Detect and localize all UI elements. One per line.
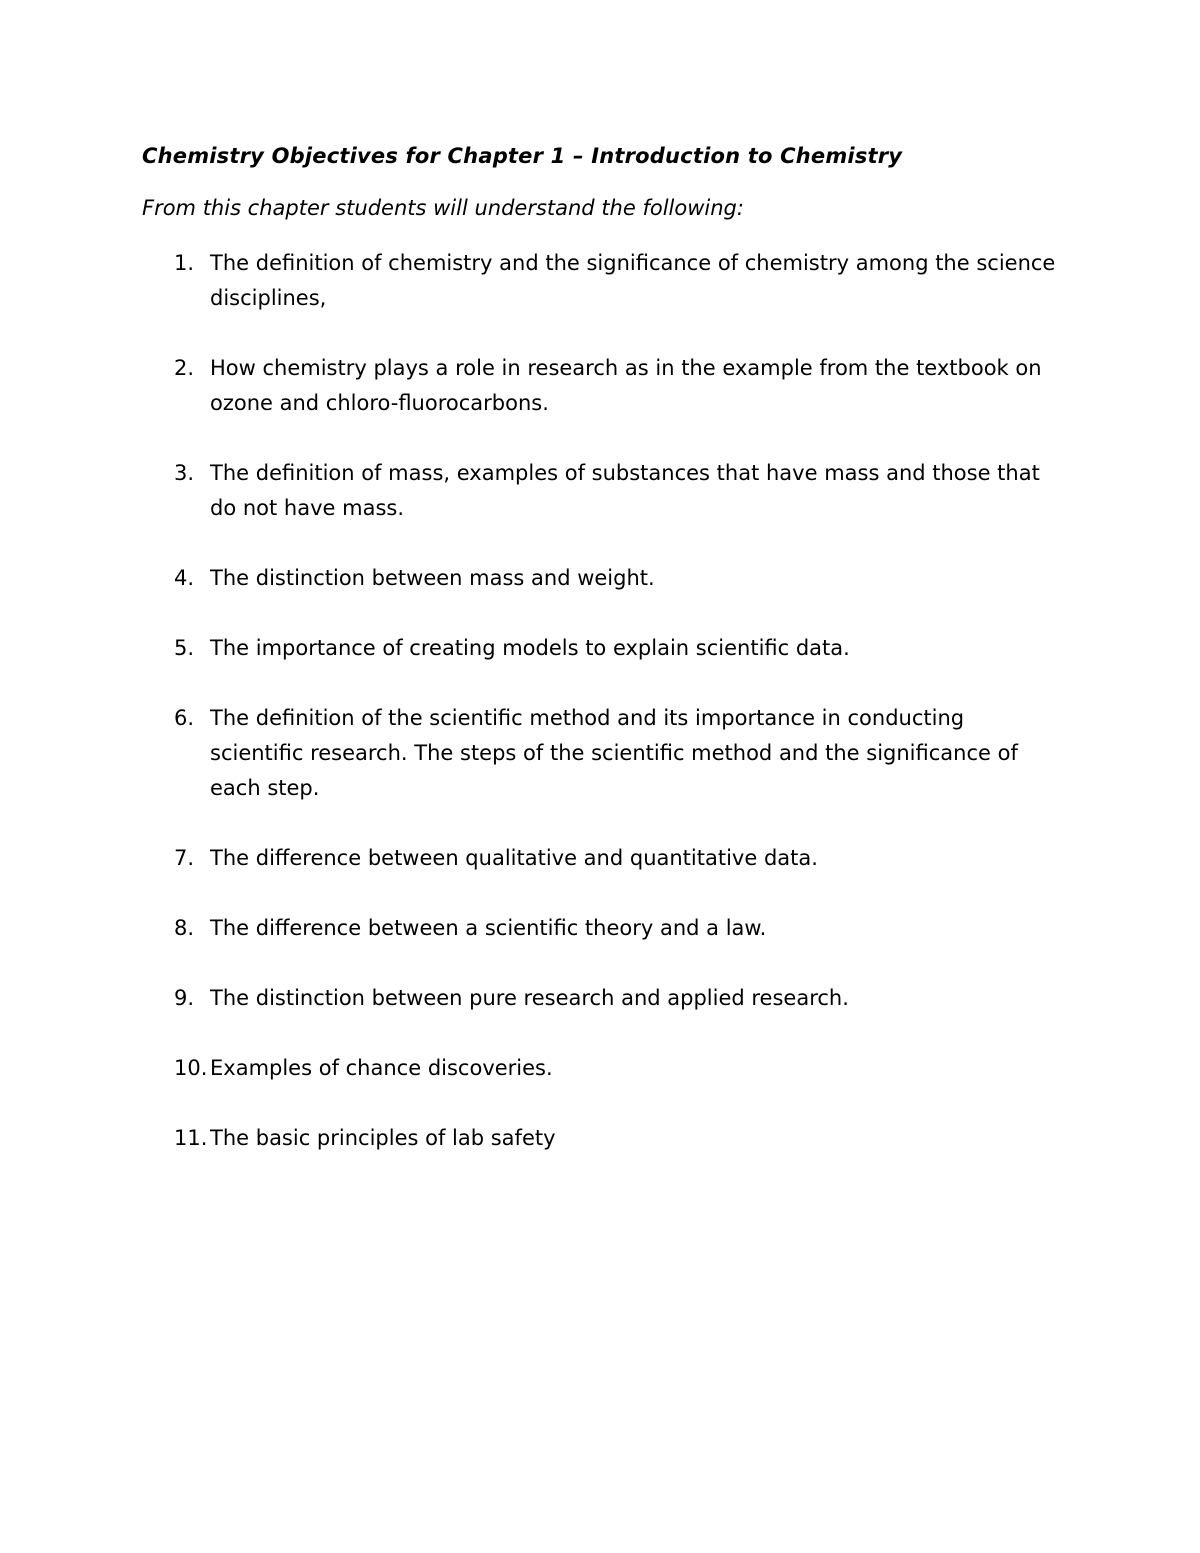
objective-item <box>142 561 1062 596</box>
objective-text: The definition of the scientific method and its importance in conducting scientific research. The steps of the scientific method and the significance of each step. <box>210 706 1018 800</box>
objective-text: The basic principles of lab safety <box>210 1126 556 1150</box>
objective-number: 8. <box>174 916 195 940</box>
objective-item <box>142 981 1062 1016</box>
objective-text: The importance of creating models to explain scientific data. <box>210 636 850 660</box>
objective-number: 9. <box>174 986 195 1010</box>
objective-number: 7. <box>174 846 195 870</box>
objective-item <box>142 246 1062 316</box>
objective-number: 11. <box>174 1126 208 1150</box>
objective-text: The difference between qualitative and quantitative data. <box>210 846 818 870</box>
document-title: Chemistry Objectives for Chapter 1 – Introduction to Chemistry <box>142 144 903 168</box>
objective-number: 4. <box>174 566 195 590</box>
objective-number: 10. <box>174 1056 208 1080</box>
objective-text: The definition of mass, examples of substances that have mass and those that do not have mass. <box>210 461 1040 520</box>
objective-text: The definition of chemistry and the significance of chemistry among the science disciplines, <box>210 251 1056 310</box>
objective-item <box>142 351 1062 421</box>
objective-text: Examples of chance discoveries. <box>210 1056 553 1080</box>
objective-number: 2. <box>174 356 195 380</box>
objective-text: The difference between a scientific theory and a law. <box>210 916 767 940</box>
objective-item <box>142 911 1062 946</box>
document-subtitle: From this chapter students will understand the following: <box>142 196 744 220</box>
objective-item <box>142 1051 1062 1086</box>
objective-text: How chemistry plays a role in research as in the example from the textbook on ozone and chloro-fluorocarbons. <box>210 356 1042 415</box>
objective-number: 3. <box>174 461 195 485</box>
objective-item <box>142 456 1062 526</box>
objective-text: The distinction between mass and weight. <box>210 566 655 590</box>
objective-item <box>142 631 1062 666</box>
objective-text: The distinction between pure research and applied research. <box>210 986 849 1010</box>
objective-item <box>142 701 1062 806</box>
objective-number: 6. <box>174 706 195 730</box>
objective-number: 1. <box>174 251 195 275</box>
objective-item <box>142 841 1062 876</box>
objective-item <box>142 1121 1062 1156</box>
objective-number: 5. <box>174 636 195 660</box>
objectives-list <box>142 246 1062 1191</box>
